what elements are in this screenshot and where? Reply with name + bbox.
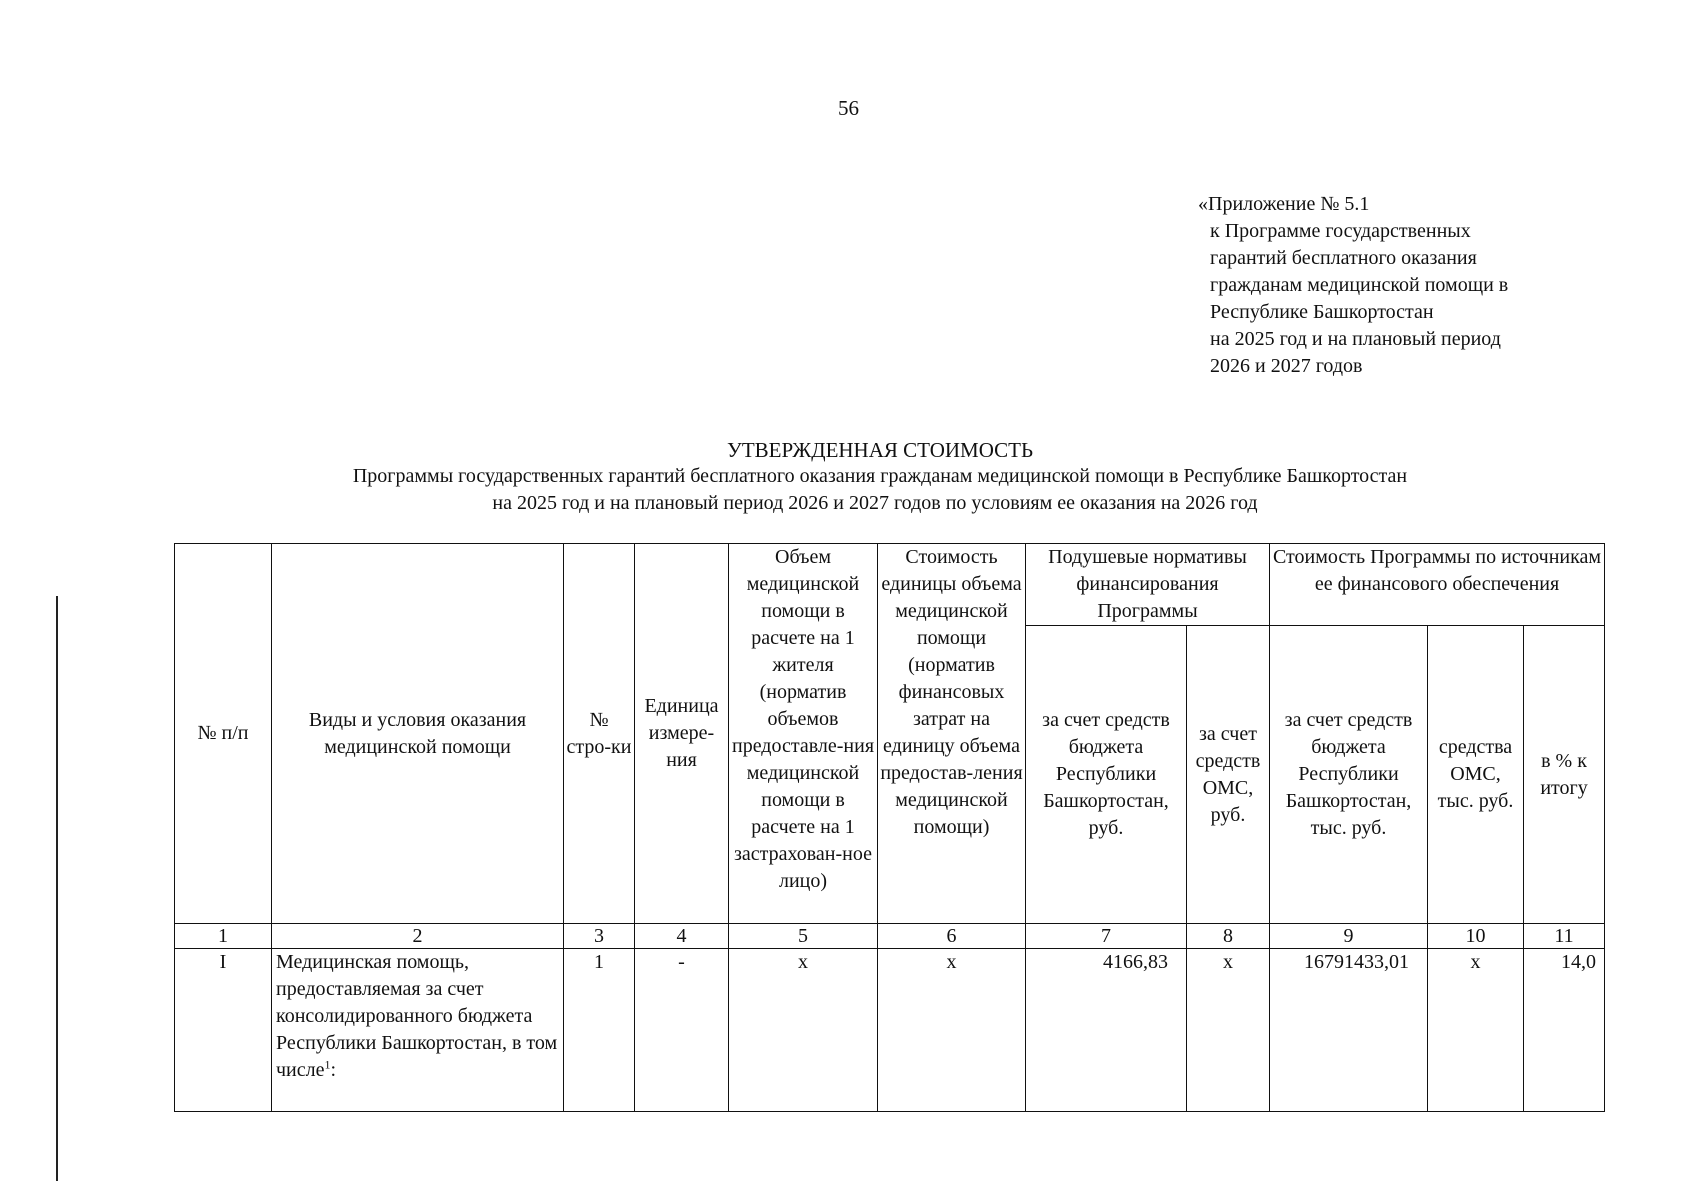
- appendix-line: Республике Башкортостан: [1210, 301, 1434, 323]
- cell-row-no: 1: [564, 949, 635, 1112]
- cell-program-budget: 16791433,01: [1270, 949, 1428, 1112]
- header-program-oms: средства ОМС, тыс. руб.: [1428, 626, 1524, 924]
- column-number: 9: [1270, 924, 1428, 949]
- column-number: 7: [1026, 924, 1187, 949]
- cell-per-capita-oms: х: [1187, 949, 1270, 1112]
- cell-name-suffix: :: [330, 1059, 337, 1081]
- column-number: 3: [564, 924, 635, 949]
- header-per-capita-oms: за счет средств ОМС, руб.: [1187, 626, 1270, 924]
- cell-unit: -: [635, 949, 729, 1112]
- footnote-marker: 1: [324, 1057, 331, 1072]
- cell-num: I: [175, 949, 272, 1112]
- header-unit-cost: Стоимость единицы объема медицинской помощи (норматив финансовых затрат на единицу объема предостав-ления медицинской помощи): [878, 544, 1026, 924]
- header-volume: Объем медицинской помощи в расчете на 1 жителя (норматив объемов предоставле-ния медицинской помощи в расчете на 1 застрахован-ное лицо): [729, 544, 878, 924]
- column-number-row: [175, 924, 1605, 949]
- cell-volume: х: [729, 949, 878, 1112]
- column-number: 10: [1428, 924, 1524, 949]
- cell-per-capita-budget: 4166,83: [1026, 949, 1187, 1112]
- header-program-cost: Стоимость Программы по источникам ее финансового обеспечения: [1270, 544, 1605, 626]
- cost-table: [174, 543, 1605, 1112]
- column-number: 8: [1187, 924, 1270, 949]
- table-row: [175, 949, 1605, 1112]
- appendix-line: гарантий бесплатного оказания: [1210, 247, 1477, 269]
- cell-name: [272, 949, 564, 1112]
- appendix-note: [1198, 191, 1508, 380]
- appendix-line: к Программе государственных: [1210, 220, 1471, 242]
- column-number: 4: [635, 924, 729, 949]
- column-number: 2: [272, 924, 564, 949]
- cell-program-oms: х: [1428, 949, 1524, 1112]
- header-num: № п/п: [175, 544, 272, 924]
- header-per-capita-budget: за счет средств бюджета Республики Башкортостан, руб.: [1026, 626, 1187, 924]
- page-number: 56: [838, 96, 859, 120]
- appendix-line: гражданам медицинской помощи в: [1210, 274, 1509, 296]
- cell-name-text: Медицинская помощь, предоставляемая за счет консолидированного бюджета Республики Башкортостан, в том числе: [276, 951, 558, 1081]
- column-number: 11: [1524, 924, 1605, 949]
- appendix-line: 2026 и 2027 годов: [1210, 355, 1363, 377]
- appendix-line: «Приложение № 5.1: [1198, 193, 1370, 215]
- header-types: Виды и условия оказания медицинской помощи: [272, 544, 564, 924]
- header-program-pct: в % к итогу: [1524, 626, 1605, 924]
- cell-program-pct: 14,0: [1524, 949, 1605, 1112]
- document-subtitle: Программы государственных гарантий бесплатного оказания гражданам медицинской помощи в Республике Башкортостан: [352, 465, 1408, 487]
- header-per-capita: Подушевые нормативы финансирования Программы: [1026, 544, 1270, 626]
- cell-unit-cost: х: [878, 949, 1026, 1112]
- appendix-line: на 2025 год и на плановый период: [1210, 328, 1501, 350]
- header-program-budget: за счет средств бюджета Республики Башкортостан, тыс. руб.: [1270, 626, 1428, 924]
- document-subtitle-period: на 2025 год и на плановый период 2026 и 2027 годов по условиям ее оказания на 2026 год: [492, 492, 1258, 514]
- column-number: 6: [878, 924, 1026, 949]
- column-number: 1: [175, 924, 272, 949]
- header-unit: Единица измере-ния: [635, 544, 729, 924]
- margin-line: [56, 596, 58, 1181]
- document-title: УТВЕРЖДЕННАЯ СТОИМОСТЬ: [726, 438, 1034, 462]
- header-row-no: № стро-ки: [564, 544, 635, 924]
- column-number: 5: [729, 924, 878, 949]
